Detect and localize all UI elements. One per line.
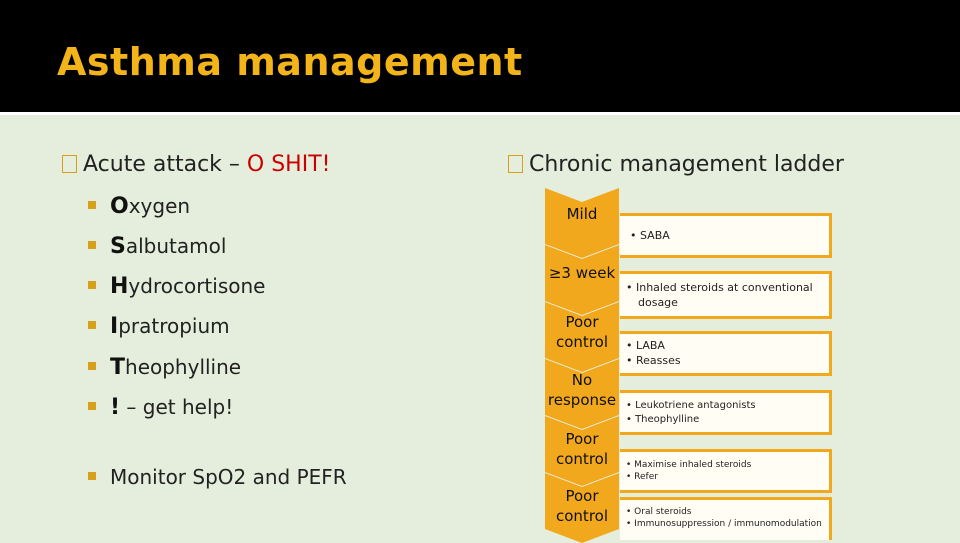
step-detail-card bbox=[620, 213, 832, 258]
step-detail-line: • LABA bbox=[626, 339, 665, 352]
chronic-heading-text: Chronic management ladder bbox=[529, 152, 844, 177]
step-label-3-week: ≥3 week bbox=[548, 264, 616, 282]
item-text: ydrocortisone bbox=[128, 274, 266, 298]
acute-item-get-help bbox=[88, 395, 233, 420]
acute-heading-accent: O SHIT! bbox=[246, 152, 331, 177]
square-bullet-icon bbox=[88, 362, 96, 370]
step-label-poor-control: Poor control bbox=[556, 313, 608, 351]
item-initial: S bbox=[110, 234, 126, 259]
acute-heading bbox=[62, 152, 330, 177]
monitor-text: Monitor SpO2 and PEFR bbox=[110, 465, 347, 489]
acute-item-salbutamol bbox=[88, 234, 226, 259]
step-detail-line: • Theophylline bbox=[626, 413, 700, 425]
slide-title: Asthma management bbox=[57, 40, 523, 84]
acute-item-ipratropium bbox=[88, 314, 230, 339]
title-bar bbox=[0, 0, 960, 115]
item-text: heophylline bbox=[125, 355, 242, 379]
item-text: albutamol bbox=[125, 234, 227, 258]
item-text: – get help! bbox=[120, 395, 234, 419]
step-detail-line: • Refer bbox=[626, 472, 658, 483]
square-bullet-icon bbox=[88, 281, 96, 289]
step-detail-line: • Leukotriene antagonists bbox=[626, 400, 756, 411]
item-initial: T bbox=[110, 355, 126, 380]
step-label-poor-control: Poor control bbox=[556, 487, 608, 525]
item-initial: I bbox=[110, 314, 119, 339]
step-label-no-response: No response bbox=[547, 371, 617, 409]
step-detail-card bbox=[620, 449, 832, 493]
acute-heading-text: Acute attack – bbox=[83, 152, 247, 177]
step-detail-line: • Maximise inhaled steroids bbox=[626, 460, 752, 470]
item-initial: O bbox=[110, 194, 129, 219]
item-initial: H bbox=[110, 274, 129, 299]
item-text: pratropium bbox=[118, 314, 230, 338]
square-bullet-icon bbox=[88, 201, 96, 209]
chronic-heading bbox=[508, 152, 844, 177]
acute-item-theophylline bbox=[88, 355, 241, 380]
step-label-mild: Mild bbox=[566, 205, 598, 223]
step-detail-card bbox=[620, 331, 832, 376]
item-text: xygen bbox=[128, 194, 191, 218]
step-detail-line: • SABA bbox=[630, 229, 670, 242]
step-detail-line: • Oral steroids bbox=[626, 507, 692, 517]
step-label-poor-control: Poor control bbox=[556, 430, 608, 468]
monitor-item bbox=[88, 465, 347, 489]
square-bullet-icon bbox=[88, 241, 96, 249]
step-detail-line: dosage bbox=[638, 295, 678, 309]
step-detail-card bbox=[620, 497, 832, 540]
step-detail-line: • Inhaled steroids at conventional bbox=[626, 281, 813, 294]
item-initial: ! bbox=[110, 395, 121, 420]
step-detail-line: • Immunosuppression / immunomodulation bbox=[626, 519, 822, 530]
acute-item-hydrocortisone bbox=[88, 274, 265, 299]
step-detail-line: • Reasses bbox=[626, 353, 681, 367]
step-detail-card bbox=[620, 271, 832, 319]
square-bullet-icon bbox=[88, 402, 96, 410]
square-bullet-icon bbox=[88, 321, 96, 329]
checkbox-bullet-icon bbox=[62, 155, 77, 173]
square-bullet-icon bbox=[88, 472, 96, 480]
checkbox-bullet-icon bbox=[508, 155, 523, 173]
step-detail-card bbox=[620, 390, 832, 435]
acute-item-oxygen bbox=[88, 194, 190, 219]
